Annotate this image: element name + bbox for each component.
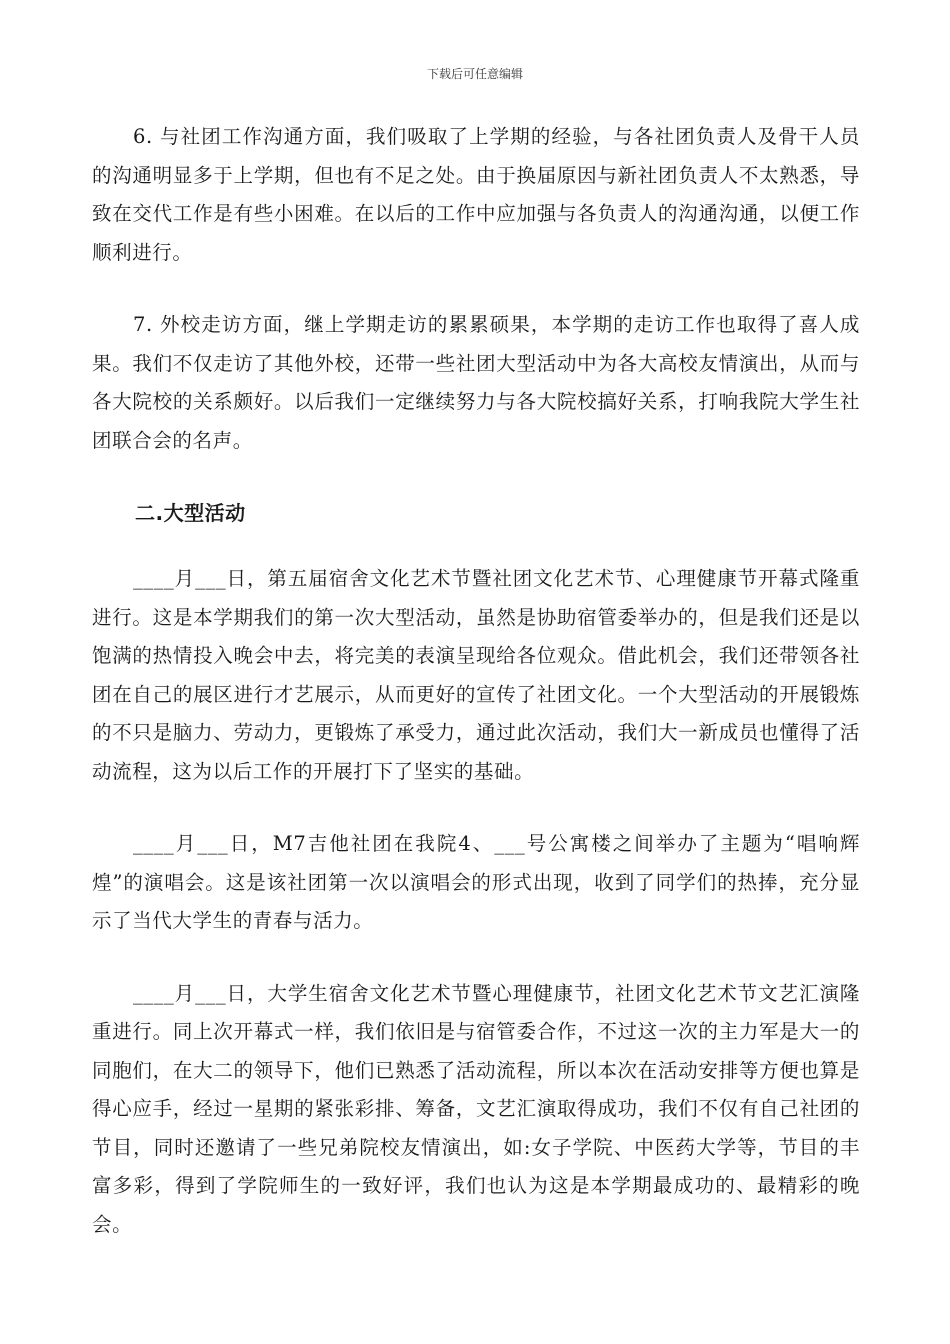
paragraph-opening-ceremony: ____月___日，第五届宿舍文化艺术节暨社团文化艺术节、心理健康节开幕式隆重进行。这是本学期我们的第一次大型活动，虽然是协助宿管委举办的，但是我们还是以饱满的热情投入晚会中去，将完美的表演呈现给各位观众。借此机会，我们还带领各社团在自己的展区进行才艺展示，从而更好的宣传了社团文化。一个大型活动的开展锻炼的不只是脑力、劳动力，更锻炼了承受力，通过此次活动，我们大一新成员也懂得了活动流程，这为以后工作的开展打下了坚实的基础。: [92, 567, 860, 783]
paragraph-art-performance: ____月___日，大学生宿舍文化艺术节暨心理健康节，社团文化艺术节文艺汇演隆重进行。同上次开幕式一样，我们依旧是与宿管委合作，不过这一次的主力军是大一的同胞们，在大二的领导下，他们已熟悉了活动流程，所以本次在活动安排等方便也算是得心应手，经过一星期的紧张彩排、筹备，文艺汇演取得成功，我们不仅有自己社团的节目，同时还邀请了一些兄弟院校友情演出，如:女子学院、中医药大学等，节目的丰富多彩，得到了学院师生的一致好评，我们也认为这是本学期最成功的、最精彩的晚会。: [92, 981, 860, 1236]
paragraph-communication: 6. 与社团工作沟通方面，我们吸取了上学期的经验，与各社团负责人及骨干人员的沟通明显多于上学期，但也有不足之处。由于换届原因与新社团负责人不太熟悉，导致在交代工作是有些小困难。在以后的工作中应加强与各负责人的沟通沟通，以便工作顺利进行。: [92, 125, 860, 264]
paragraph-external-visits: 7. 外校走访方面，继上学期走访的累累硕果，本学期的走访工作也取得了喜人成果。我们不仅走访了其他外校，还带一些社团大型活动中为各大高校友情演出，从而与各大院校的关系颇好。以后我们一定继续努力与各大院校搞好关系，打响我院大学生社团联合会的名声。: [92, 313, 860, 452]
header-note: 下载后可任意编辑: [426, 67, 523, 81]
document-body: [92, 118, 860, 1278]
section-heading: 二.大型活动: [135, 501, 246, 525]
paragraph-guitar-concert: ____月___日，M7吉他社团在我院4、___号公寓楼之间举办了主题为“唱响辉煌”的演唱会。这是该社团第一次以演唱会的形式出现，收到了同学们的热捧，充分显示了当代大学生的青春与活力。: [92, 832, 860, 932]
